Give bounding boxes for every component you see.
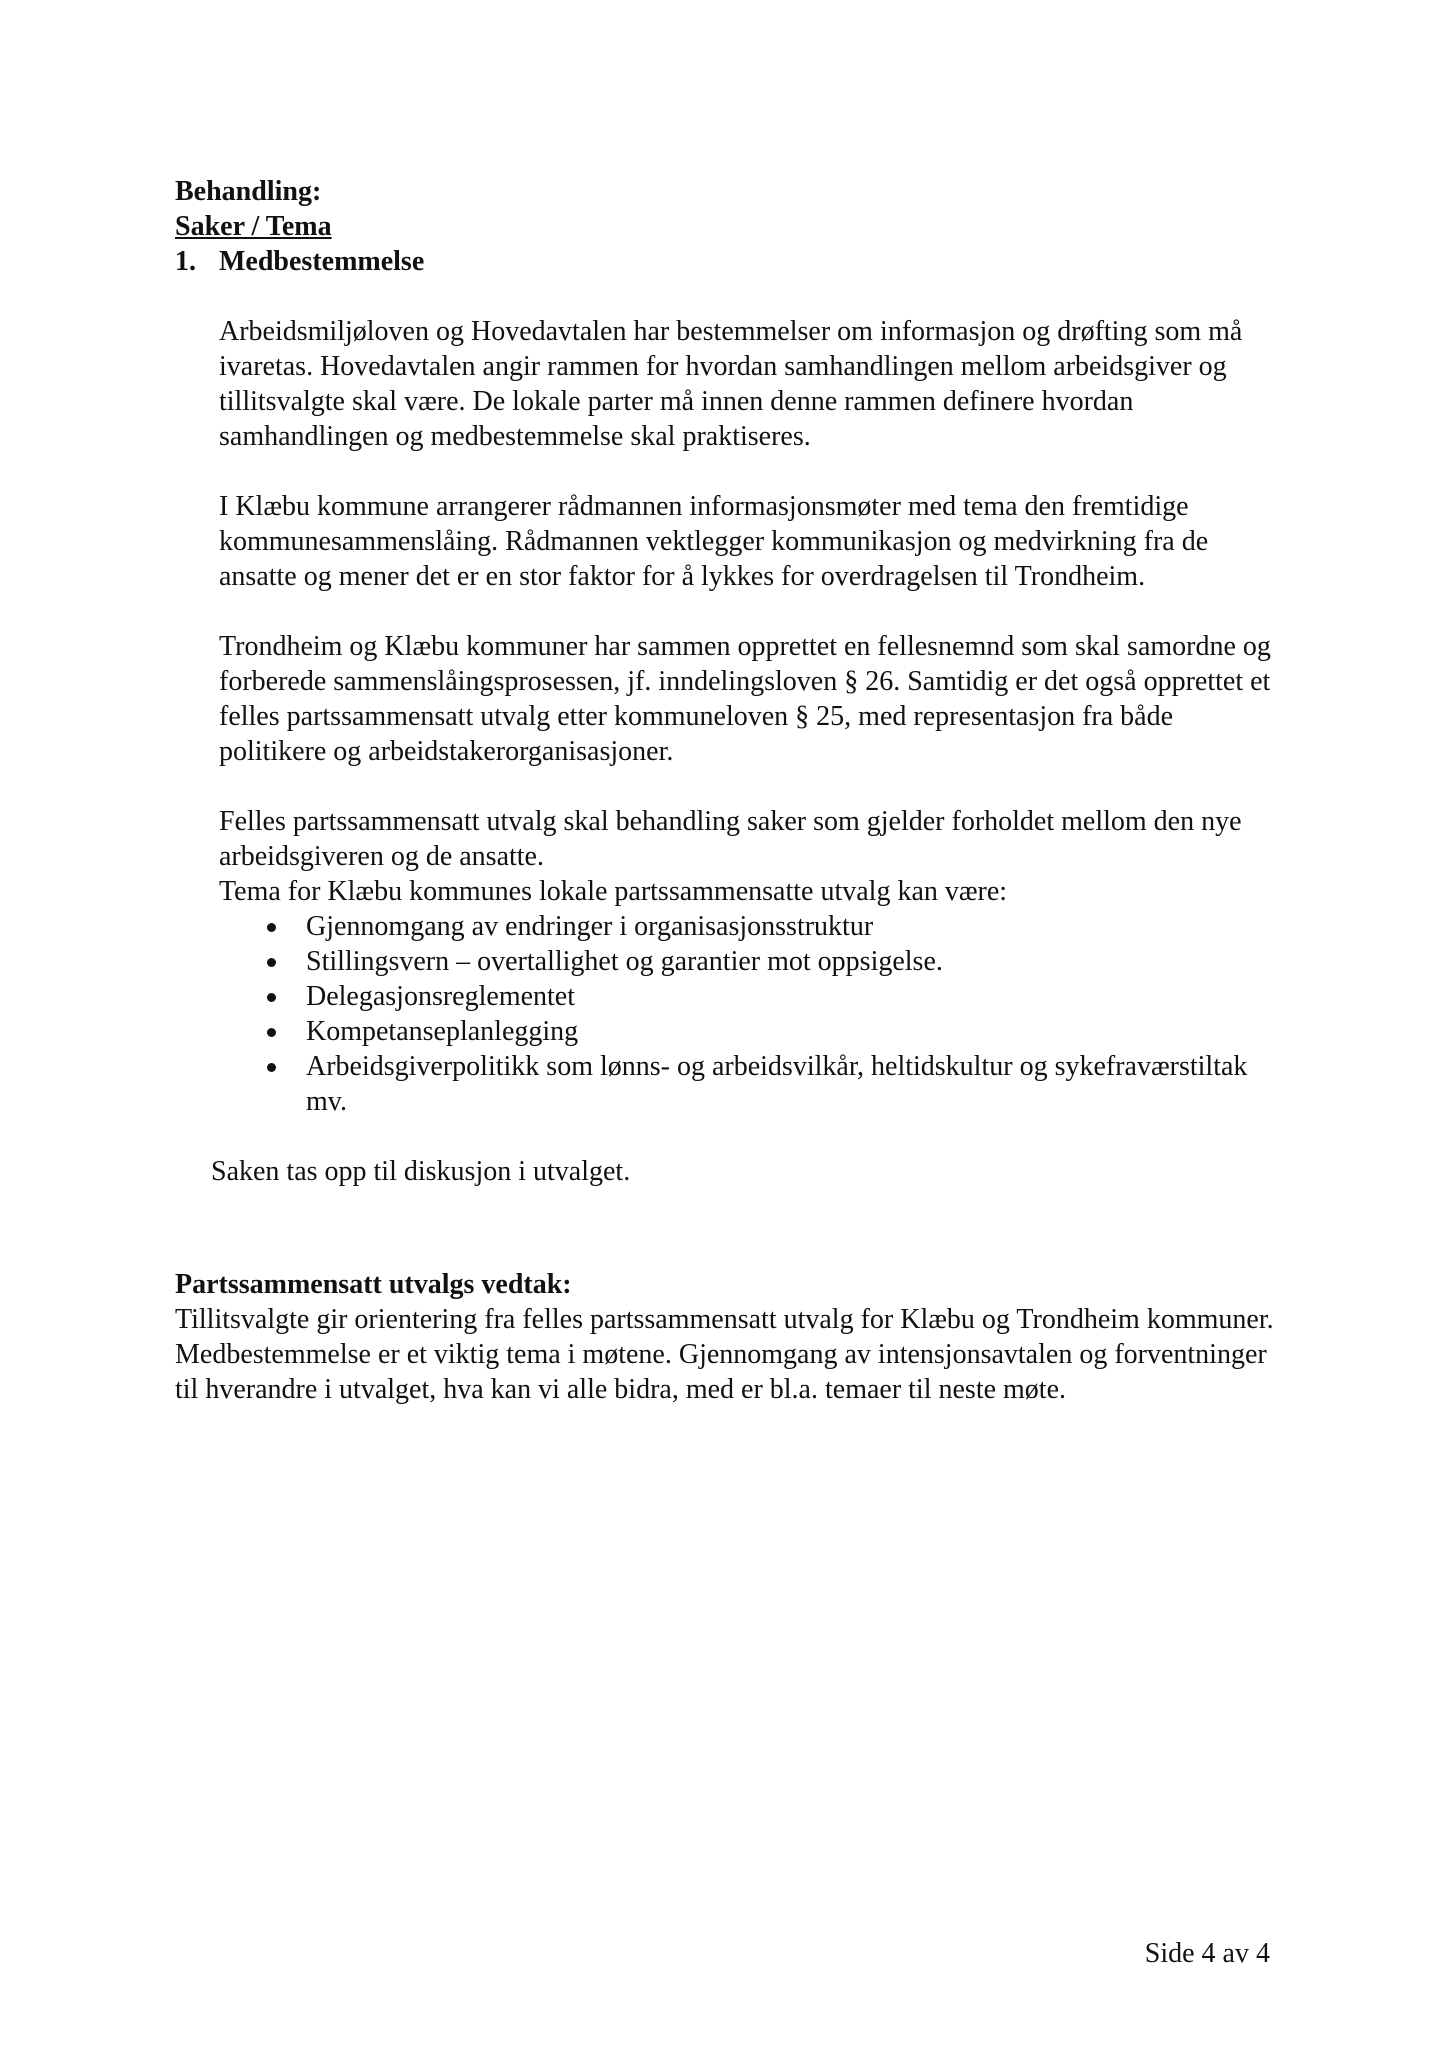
list-item: Gjennomgang av endringer i organisasjonsstruktur <box>219 909 1275 944</box>
section-1-body <box>219 314 1275 909</box>
bullet-icon <box>219 944 306 979</box>
section-title: Medbestemmelse <box>219 246 425 277</box>
bullet-icon <box>219 1049 306 1119</box>
paragraph-4: Felles partssammensatt utvalg skal behandling saker som gjelder forholdet mellom den nye arbeidsgiveren og de ansatte. <box>219 806 1242 872</box>
page-number: Side 4 av 4 <box>1144 1938 1270 1969</box>
list-item: Stillingsvern – overtallighet og garantier mot oppsigelse. <box>219 944 1275 979</box>
document-body <box>175 174 1275 1407</box>
topic-list <box>219 909 1275 1119</box>
paragraph-1: Arbeidsmiljøloven og Hovedavtalen har bestemmelser om informasjon og drøfting som må ivaretas. Hovedavtalen angir rammen for hvordan samhandlingen mellom arbeidsgiver og tillitsvalgte skal være. De lokale parter må innen denne rammen definere hvordan samhandlingen og medbestemmelse skal praktiseres. <box>219 316 1243 452</box>
vedtak-text: Tillitsvalgte gir orientering fra felles partssammensatt utvalg for Klæbu og Trondheim kommuner. Medbestemmelse er et viktig tema i møtene. Gjennomgang av intensjonsavtalen og forventninger til hverandre i utvalget, hva kan vi alle bidra, med er bl.a. temaer til neste møte. <box>175 1304 1274 1405</box>
section-1-title <box>175 244 1275 279</box>
list-intro: Tema for Klæbu kommunes lokale partssammensatte utvalg kan være: <box>219 876 1008 907</box>
paragraph-2: I Klæbu kommune arrangerer rådmannen informasjonsmøter med tema den fremtidige kommunesammenslåing. Rådmannen vektlegger kommunikasjon og medvirkning fra de ansatte og mener det er en stor faktor for å lykkes for overdragelsen til Trondheim. <box>219 491 1209 592</box>
list-item: Arbeidsgiverpolitikk som lønns- og arbeidsvilkår, heltidskultur og sykefraværstiltak mv. <box>219 1049 1275 1119</box>
vedtak-heading: Partssammensatt utvalgs vedtak: <box>175 1269 572 1300</box>
bullet-icon <box>219 1014 306 1049</box>
closing-text: Saken tas opp til diskusjon i utvalget. <box>211 1156 631 1187</box>
section-number: 1. <box>175 246 196 277</box>
heading-behandling: Behandling: <box>175 176 322 207</box>
list-item: Delegasjonsreglementet <box>219 979 1275 1014</box>
paragraph-3: Trondheim og Klæbu kommuner har sammen opprettet en fellesnemnd som skal samordne og forberede sammenslåingsprosessen, jf. inndelingsloven § 26. Samtidig er det også opprettet et felles partssammensatt utvalg etter kommuneloven § 25, med representasjon fra både politikere og arbeidstakerorganisasjoner. <box>219 631 1271 767</box>
heading-saker-tema: Saker / Tema <box>175 211 332 242</box>
bullet-icon <box>219 979 306 1014</box>
bullet-icon <box>219 909 306 944</box>
list-item: Kompetanseplanlegging <box>219 1014 1275 1049</box>
